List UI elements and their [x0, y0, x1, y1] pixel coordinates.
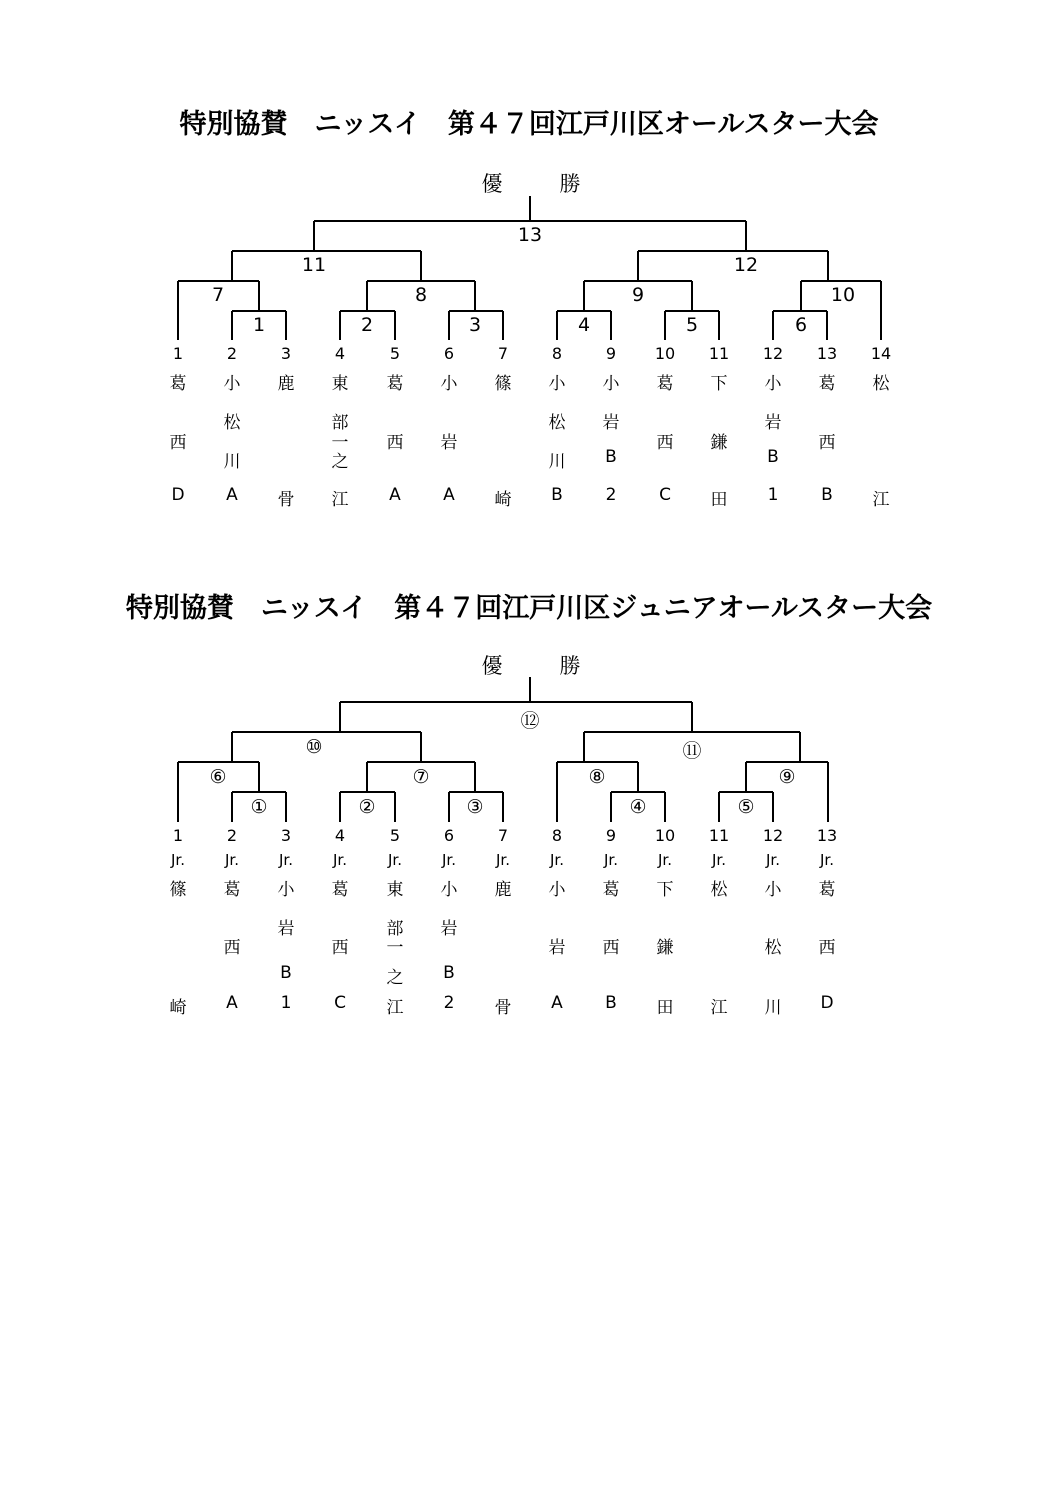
- team-name-char: B: [280, 963, 292, 983]
- junior-label: Jr.: [225, 851, 239, 869]
- team-name-char: 崎: [169, 998, 187, 1018]
- junior-label: Jr.: [658, 851, 672, 869]
- champion-label: 勝: [559, 654, 581, 678]
- team-name-char: 岩: [602, 413, 620, 433]
- team-name-char: 小: [764, 374, 782, 394]
- match-number: ⑫: [520, 710, 540, 732]
- team-name-char: A: [226, 485, 238, 505]
- team-seed-number: 13: [816, 344, 838, 363]
- team-seed-number: 11: [708, 826, 730, 845]
- team-name-char: 西: [656, 433, 674, 453]
- match-number: ②: [358, 796, 376, 818]
- champion-label: 優: [481, 172, 503, 196]
- team-name-char: 篠: [494, 374, 512, 394]
- match-number: ⑧: [588, 766, 606, 788]
- team-name-char: D: [171, 485, 185, 505]
- team-name-char: 江: [331, 490, 349, 510]
- match-number: ⑦: [412, 766, 430, 788]
- team-name-char: 鹿: [494, 880, 512, 900]
- team-name-char: A: [443, 485, 455, 505]
- team-name-char: 西: [386, 433, 404, 453]
- junior-label: Jr.: [388, 851, 402, 869]
- team-name-char: 西: [818, 938, 836, 958]
- team-name-char: 小: [440, 880, 458, 900]
- team-name-char: 部: [386, 919, 404, 939]
- team-seed-number: 2: [226, 344, 238, 363]
- team-name-char: 崎: [494, 490, 512, 510]
- team-name-char: 骨: [494, 998, 512, 1018]
- team-seed-number: 1: [172, 344, 184, 363]
- team-name-char: 葛: [169, 374, 187, 394]
- team-seed-number: 9: [605, 344, 617, 363]
- team-name-char: B: [605, 447, 617, 467]
- match-number: 8: [414, 284, 428, 306]
- team-seed-number: 11: [708, 344, 730, 363]
- team-name-char: 東: [386, 880, 404, 900]
- match-number: 2: [360, 314, 374, 336]
- junior-label: Jr.: [820, 851, 834, 869]
- team-name-char: 葛: [818, 374, 836, 394]
- match-number: ⑩: [305, 736, 323, 758]
- team-name-char: 篠: [169, 880, 187, 900]
- team-name-char: B: [767, 447, 779, 467]
- team-seed-number: 7: [497, 344, 509, 363]
- team-name-char: 之: [331, 452, 349, 472]
- team-seed-number: 10: [654, 826, 676, 845]
- champion-label: 勝: [559, 172, 581, 196]
- match-number: ⑪: [682, 740, 702, 762]
- team-seed-number: 14: [870, 344, 892, 363]
- match-number: ①: [250, 796, 268, 818]
- team-seed-number: 3: [280, 344, 292, 363]
- team-name-char: 江: [710, 998, 728, 1018]
- match-number: 13: [517, 224, 543, 246]
- junior-label: Jr.: [442, 851, 456, 869]
- team-name-char: 江: [386, 998, 404, 1018]
- team-name-char: 小: [602, 374, 620, 394]
- team-seed-number: 5: [389, 344, 401, 363]
- team-name-char: 松: [223, 413, 241, 433]
- match-number: ③: [466, 796, 484, 818]
- team-seed-number: 13: [816, 826, 838, 845]
- team-name-char: B: [443, 963, 455, 983]
- match-number: 1: [252, 314, 266, 336]
- match-number: 4: [577, 314, 591, 336]
- team-name-char: 下: [656, 880, 674, 900]
- team-seed-number: 5: [389, 826, 401, 845]
- junior-label: Jr.: [279, 851, 293, 869]
- team-name-char: 葛: [223, 880, 241, 900]
- match-number: 10: [830, 284, 856, 306]
- team-name-char: 下: [710, 374, 728, 394]
- match-number: ⑤: [737, 796, 755, 818]
- team-seed-number: 3: [280, 826, 292, 845]
- team-name-char: 川: [548, 452, 566, 472]
- team-name-char: A: [551, 993, 563, 1013]
- team-name-char: 田: [656, 998, 674, 1018]
- team-seed-number: 12: [762, 344, 784, 363]
- team-name-char: 一: [386, 938, 404, 958]
- team-name-char: 小: [277, 880, 295, 900]
- team-name-char: 一: [331, 433, 349, 453]
- match-number: ⑥: [209, 766, 227, 788]
- team-name-char: 骨: [277, 490, 295, 510]
- team-seed-number: 10: [654, 344, 676, 363]
- team-name-char: 松: [548, 413, 566, 433]
- team-name-char: 川: [764, 998, 782, 1018]
- team-name-char: 1: [767, 485, 779, 505]
- champion-label: 優: [481, 654, 503, 678]
- team-seed-number: 1: [172, 826, 184, 845]
- team-name-char: 2: [443, 993, 455, 1013]
- team-name-char: B: [551, 485, 563, 505]
- junior-label: Jr.: [333, 851, 347, 869]
- match-number: 5: [685, 314, 699, 336]
- tournament-title: 特別協賛 ニッスイ 第４７回江戸川区オールスター大会: [179, 109, 879, 140]
- match-number: ④: [629, 796, 647, 818]
- team-name-char: 西: [223, 938, 241, 958]
- team-name-char: 小: [548, 374, 566, 394]
- team-name-char: 西: [818, 433, 836, 453]
- junior-label: Jr.: [766, 851, 780, 869]
- team-name-char: 松: [710, 880, 728, 900]
- team-name-char: 鎌: [656, 938, 674, 958]
- team-name-char: 西: [602, 938, 620, 958]
- team-name-char: 東: [331, 374, 349, 394]
- team-name-char: 田: [710, 490, 728, 510]
- team-name-char: B: [605, 993, 617, 1013]
- junior-label: Jr.: [171, 851, 185, 869]
- match-number: 7: [211, 284, 225, 306]
- team-name-char: A: [226, 993, 238, 1013]
- match-number: 12: [733, 254, 759, 276]
- team-name-char: 部: [331, 413, 349, 433]
- team-seed-number: 7: [497, 826, 509, 845]
- team-name-char: 岩: [764, 413, 782, 433]
- match-number: 3: [468, 314, 482, 336]
- team-seed-number: 6: [443, 344, 455, 363]
- team-seed-number: 12: [762, 826, 784, 845]
- junior-label: Jr.: [496, 851, 510, 869]
- match-number: 9: [631, 284, 645, 306]
- team-name-char: 松: [764, 938, 782, 958]
- team-seed-number: 2: [226, 826, 238, 845]
- team-seed-number: 8: [551, 344, 563, 363]
- team-seed-number: 8: [551, 826, 563, 845]
- team-name-char: D: [820, 993, 834, 1013]
- team-name-char: 岩: [440, 919, 458, 939]
- team-name-char: 松: [872, 374, 890, 394]
- team-name-char: 1: [280, 993, 292, 1013]
- team-name-char: 葛: [818, 880, 836, 900]
- team-name-char: 岩: [548, 938, 566, 958]
- team-name-char: C: [334, 993, 346, 1013]
- match-number: 11: [301, 254, 327, 276]
- team-name-char: 葛: [602, 880, 620, 900]
- team-name-char: 葛: [331, 880, 349, 900]
- team-name-char: 小: [548, 880, 566, 900]
- team-name-char: 之: [386, 968, 404, 988]
- team-name-char: 葛: [386, 374, 404, 394]
- team-name-char: B: [821, 485, 833, 505]
- team-seed-number: 4: [334, 826, 346, 845]
- team-name-char: 小: [764, 880, 782, 900]
- match-number: ⑨: [778, 766, 796, 788]
- team-name-char: A: [389, 485, 401, 505]
- junior-tournament-title: 特別協賛 ニッスイ 第４７回江戸川区ジュニアオールスター大会: [125, 593, 933, 624]
- team-name-char: C: [659, 485, 671, 505]
- team-name-char: 葛: [656, 374, 674, 394]
- team-name-char: 小: [223, 374, 241, 394]
- team-name-char: 鹿: [277, 374, 295, 394]
- junior-label: Jr.: [604, 851, 618, 869]
- team-name-char: 川: [223, 452, 241, 472]
- team-name-char: 岩: [440, 433, 458, 453]
- team-seed-number: 6: [443, 826, 455, 845]
- junior-label: Jr.: [550, 851, 564, 869]
- team-name-char: 西: [331, 938, 349, 958]
- team-seed-number: 9: [605, 826, 617, 845]
- match-number: 6: [794, 314, 808, 336]
- team-name-char: 小: [440, 374, 458, 394]
- team-name-char: 西: [169, 433, 187, 453]
- junior-label: Jr.: [712, 851, 726, 869]
- team-name-char: 2: [605, 485, 617, 505]
- team-name-char: 鎌: [710, 433, 728, 453]
- team-name-char: 江: [872, 490, 890, 510]
- team-name-char: 岩: [277, 919, 295, 939]
- team-seed-number: 4: [334, 344, 346, 363]
